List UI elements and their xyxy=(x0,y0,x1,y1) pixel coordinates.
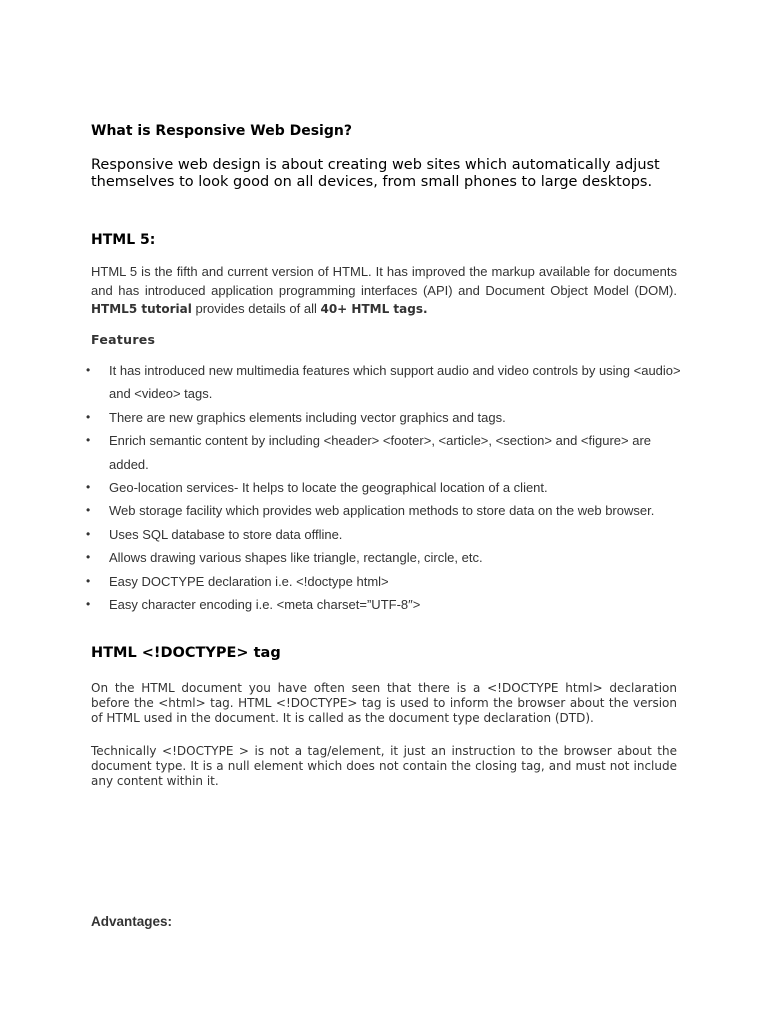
list-item xyxy=(86,359,681,406)
bullet-icon: • xyxy=(86,573,91,588)
bullet-icon: • xyxy=(86,526,91,541)
list-item xyxy=(86,476,681,499)
html5-paragraph xyxy=(91,263,677,319)
heading-advantages: Advantages: xyxy=(91,914,173,929)
heading-html5: HTML 5: xyxy=(91,232,156,248)
feature-text: There are new graphics elements including vector graphics and tags. xyxy=(109,409,506,425)
list-item xyxy=(86,593,681,616)
features-list xyxy=(86,359,681,616)
feature-text: Uses SQL database to store data offline. xyxy=(109,526,343,542)
heading-responsive-web-design: What is Responsive Web Design? xyxy=(91,123,352,139)
list-item xyxy=(86,429,681,476)
feature-text: Easy DOCTYPE declaration i.e. <!doctype html> xyxy=(109,573,389,589)
heading-doctype-tag: HTML <!DOCTYPE> tag xyxy=(91,645,281,661)
html5-paragraph-start: HTML 5 is the fifth and current version of HTML. It has improved the markup available for documents and has introduced application programming interfaces (API) and Document Object Model (DOM). xyxy=(91,264,677,298)
intro-paragraph: Responsive web design is about creating web sites which automatically adjust themselves to look good on all devices, from small phones to large desktops. xyxy=(91,157,660,190)
feature-text: Web storage facility which provides web application methods to store data on the web browser. xyxy=(109,503,655,519)
list-item xyxy=(86,406,681,429)
bullet-icon: • xyxy=(86,597,91,612)
list-item xyxy=(86,570,681,593)
feature-text: Allows drawing various shapes like triangle, rectangle, circle, etc. xyxy=(109,550,483,566)
bullet-icon: • xyxy=(86,433,91,448)
doctype-paragraph-1: On the HTML document you have often seen that there is a <!DOCTYPE html> declaration before the <html> tag. HTML <!DOCTYPE> tag is used to inform the browser about the version of HTML used in the document. It is called as the document type declaration (DTD). xyxy=(91,681,677,725)
bullet-icon: • xyxy=(86,363,91,377)
feature-text: It has introduced new multimedia features which support audio and video controls by using <audio> and <video> tags. xyxy=(109,363,681,402)
html-tags-bold: 40+ HTML tags. xyxy=(320,302,428,316)
html5-paragraph-middle: provides details of all xyxy=(191,301,321,316)
bullet-icon: • xyxy=(86,550,91,565)
list-item xyxy=(86,523,681,546)
feature-text: Enrich semantic content by including <header> <footer>, <article>, <section> and <figure> are added. xyxy=(109,433,652,472)
feature-text: Easy character encoding i.e. <meta charset=”UTF-8″> xyxy=(109,597,421,613)
html5-tutorial-bold: HTML5 tutorial xyxy=(91,302,192,316)
bullet-icon: • xyxy=(86,409,91,424)
list-item xyxy=(86,546,681,569)
doctype-paragraph-2: Technically <!DOCTYPE > is not a tag/element, it just an instruction to the browser about the document type. It is a null element which does not contain the closing tag, and must not include any content within it. xyxy=(91,744,677,788)
bullet-icon: • xyxy=(86,480,91,495)
feature-text: Geo-location services- It helps to locate the geographical location of a client. xyxy=(109,480,548,496)
features-heading: Features xyxy=(91,332,156,347)
list-item xyxy=(86,499,681,522)
bullet-icon: • xyxy=(86,503,91,518)
